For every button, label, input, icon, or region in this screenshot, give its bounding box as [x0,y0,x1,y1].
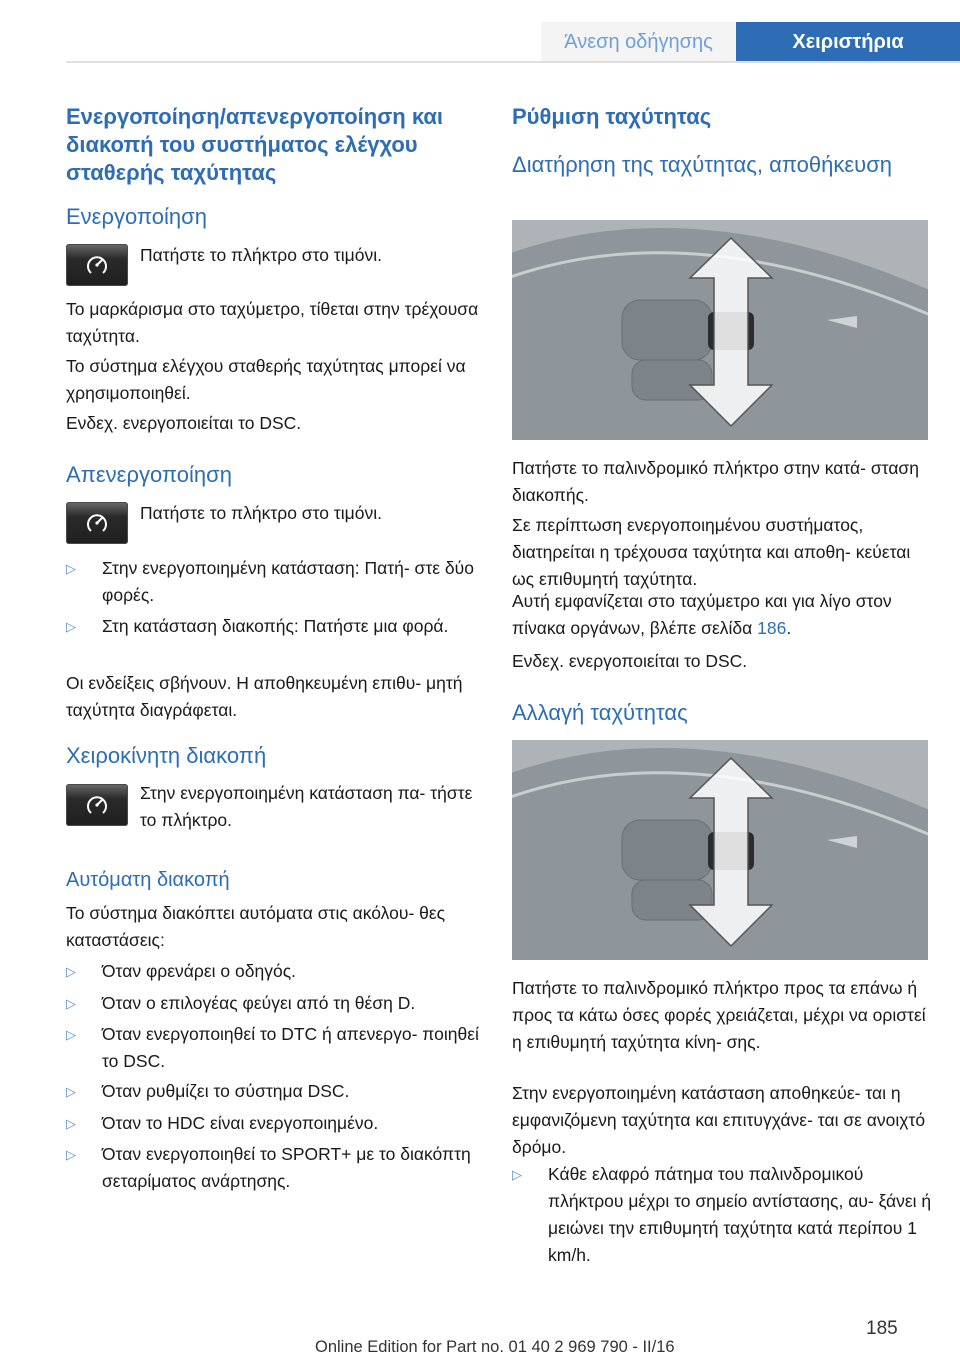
steering-wheel-rocker-illustration [512,740,928,960]
list-item: ▷ Όταν ενεργοποιηθεί το DTC ή απενεργο‐ ποιηθεί το DSC. [66,1021,486,1075]
change-paragraph-1: Πατήστε το παλινδρομικό πλήκτρο προς τα επάνω ή προς τα κάτω όσες φορές χρειάζεται, μέχρι να οριστεί η επιθυμητή ταχύτητα κίνη‐ σης. [512,978,926,1052]
heading-manual-interrupt: Χειροκίνητη διακοπή [66,743,267,768]
heading-change-speed: Αλλαγή ταχύτητας [512,700,688,725]
maintain-paragraph-1: Πατήστε το παλινδρομικό πλήκτρο στην κατά‐ σταση διακοπής. [512,458,919,505]
auto-paragraph: Το σύστημα διακόπτει αυτόματα στις ακόλου‐ θες καταστάσεις: [66,903,446,950]
steering-wheel-rocker-illustration [512,220,928,440]
deactivation-paragraph: Οι ενδείξεις σβήνουν. Η αποθηκευμένη επιθυ‐ μητή ταχύτητα διαγράφεται. [66,673,463,720]
maintain-paragraph-3: Αυτή εμφανίζεται στο ταχύμετρο και για λίγο στον πίνακα οργάνων, βλέπε σελίδα 186. [512,591,892,638]
heading-activation: Ενεργοποίηση [66,204,207,229]
header-tab-controls[interactable]: Χειριστήρια [736,22,960,62]
list-item: ▷ Όταν φρενάρει ο οδηγός. [66,958,486,985]
bullet-triangle-icon: ▷ [66,561,76,576]
list-item: ▷ Όταν ο επιλογέας φεύγει από τη θέση D. [66,990,486,1017]
bullet-triangle-icon: ▷ [66,996,76,1011]
activation-paragraph-3: Ενδεχ. ενεργοποιείται το DSC. [66,413,302,433]
bullet-triangle-icon: ▷ [66,964,76,979]
section-title-right: Ρύθμιση ταχύτητας [512,104,712,129]
bullet-triangle-icon: ▷ [66,1147,76,1162]
activation-button-text: Πατήστε το πλήκτρο στο τιμόνι. [140,245,382,265]
bullet-triangle-icon: ▷ [66,1084,76,1099]
bullet-triangle-icon: ▷ [66,1116,76,1131]
activation-paragraph-1: Το μαρκάρισμα στο ταχύμετρο, τίθεται στην τρέχουσα ταχύτητα. [66,299,479,346]
heading-auto-interrupt: Αυτόματη διακοπή [66,869,230,891]
header-tab-comfort[interactable]: Άνεση οδήγησης [541,22,736,62]
heading-maintain-speed: Διατήρηση της ταχύτητας, αποθήκευση [512,152,893,177]
bullet-triangle-icon: ▷ [66,619,76,634]
maintain-paragraph-4: Ενδεχ. ενεργοποιείται το DSC. [512,651,748,671]
section-title-left: Ενεργοποίηση/απενεργοποίηση και διακοπή του συστήματος ελέγχου σταθερής ταχύτητας [66,104,443,185]
activation-paragraph-2: Το σύστημα ελέγχου σταθερής ταχύτητας μπορεί να χρησιμοποιηθεί. [66,356,466,403]
bullet-triangle-icon: ▷ [512,1167,522,1182]
cruise-control-button-icon [66,502,128,544]
cruise-control-button-icon [66,244,128,286]
list-item: ▷ Όταν το HDC είναι ενεργοποιημένο. [66,1110,486,1137]
list-item: ▷ Όταν ρυθμίζει το σύστημα DSC. [66,1078,486,1105]
manual-button-text: Στην ενεργοποιημένη κατάσταση πα‐ τήστε το πλήκτρο. [140,783,473,830]
heading-deactivation: Απενεργοποίηση [66,462,232,487]
deactivation-button-text: Πατήστε το πλήκτρο στο τιμόνι. [140,503,382,523]
page-number: 185 [866,1318,898,1339]
list-item: ▷ Κάθε ελαφρό πάτημα του παλινδρομικού πλήκτρου μέχρι το σημείο αντίστασης, αυ‐ ξάνει ή μειώνει την επιθυμητή ταχύτητα κατά περίπου 1 km/h. [512,1161,932,1269]
page-link-186[interactable]: 186 [757,618,787,638]
footer-edition: Online Edition for Part no. 01 40 2 969 790 - II/16 [315,1338,675,1356]
maintain-paragraph-2: Σε περίπτωση ενεργοποιημένου συστήματος, διατηρείται η τρέχουσα ταχύτητα και αποθη‐ κεύεται ως επιθυμητή ταχύτητα. [512,515,911,589]
header-divider [66,61,960,63]
list-item: ▷ Όταν ενεργοποιηθεί το SPORT+ με το διακόπτη σεταρίματος ανάρτησης. [66,1141,486,1195]
bullet-triangle-icon: ▷ [66,1027,76,1042]
list-item: ▷ Στη κατάσταση διακοπής: Πατήστε μια φορά. [66,613,486,640]
change-paragraph-2: Στην ενεργοποιημένη κατάσταση αποθηκεύε‐ ται η εμφανιζόμενη ταχύτητα και επιτυγχάνε‐ ται σε ανοιχτό δρόμο. [512,1083,926,1157]
list-item: ▷ Στην ενεργοποιημένη κατάσταση: Πατή‐ στε δύο φορές. [66,555,486,609]
cruise-control-button-icon [66,784,128,826]
